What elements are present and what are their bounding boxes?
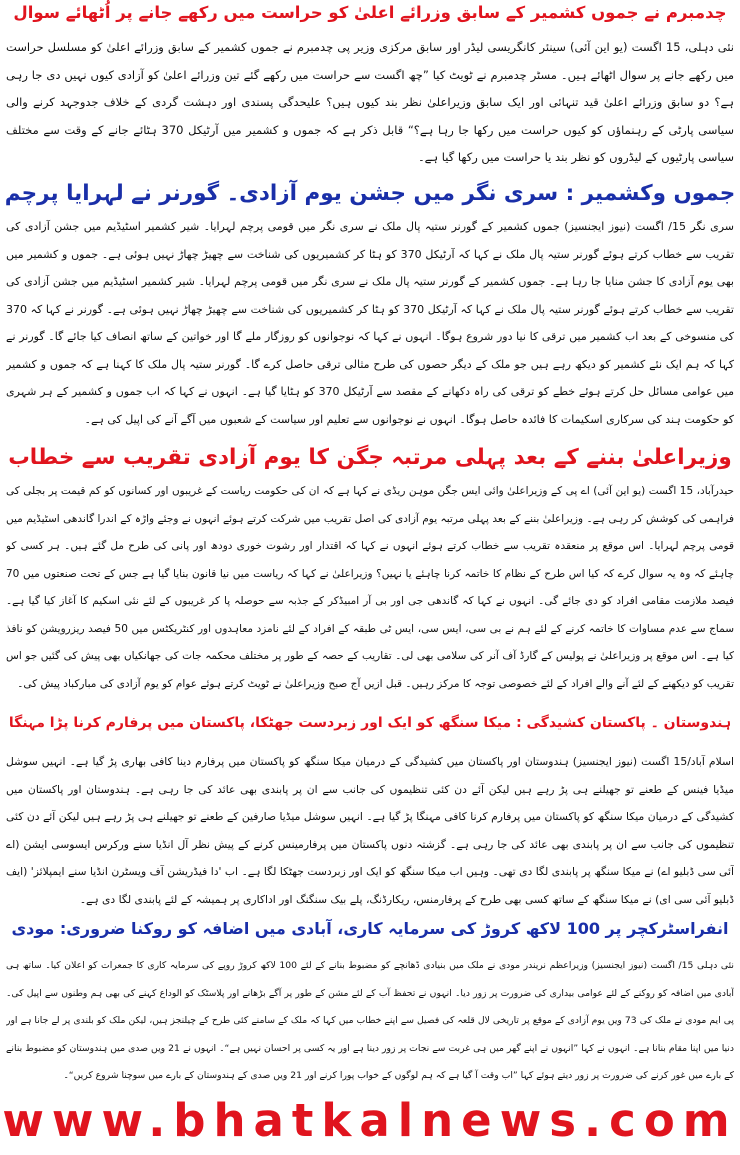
article-body-jagan: حیدرآباد، 15 اگست (یو این آئی) اے پی کے وزیراعلیٰ وائی ایس جگن موہن ریڈی نے کہا ہے کہ ان کی حکومت ریاست کے غریبوں اور کسانوں کو کم قیمت پر بجلی کی فراہمی کی کوشش کر رہی ہے۔ وزیراعلیٰ بننے کے بعد پہلی مرتبہ یوم آزادی کی اصل تقریب میں شرکت کرتے ہوئے انہوں نے وجئے واڑہ کے اندرا گاندھی اسٹیڈیم میں قومی پرچم لہرایا۔ اس موقع پر منعقدہ تقریب سے خطاب کرتے ہوئے انہوں نے کہا کہ اقتدار اور رشوت خوری دودھ اور پانی کی طرح مل گئے ہیں۔ ہر کسی کو چاہئے کہ وہ یہ سوال کرے کہ کیا اس طرح کے نظام کا خاتمہ کرنا چاہئے یا نہیں؟ وزیراعلیٰ نے کہا کہ ریاست میں نیا قانون بنایا گیا ہے جس کے تحت صنعتوں میں 70 فیصد ملازمت مقامی افراد کو دی جائے گی۔ انہوں نے کہا کہ گاندھی جی اور بی آر امبیڈکر کے جذبہ سے حوصلہ پا کر غریبوں کے لئے نئی اسکیم کا آغاز کیا گیا ہے۔ سماج سے عدم مساوات کا خاتمہ کرنے کے لئے ہم نے بی سی، ایس سی، ایس ٹی طبقہ کے افراد کے لئے نامزد معاہدوں اور کنٹریکٹس میں 50 فیصد ریزرویشن کو نافذ کیا ہے۔ اس موقع پر وزیراعلیٰ نے پولیس کے گارڈ آف آنر کی سلامی بھی لی۔ تقاریب کے حصہ کے طور پر مختلف محکمہ جات کی جھانکیاں بھی پیش کی گئیں جو اس تقریب کو دیکھنے کے لئے آنے والے افراد کے لئے خصوصی توجہ کا مرکز رہیں۔ قبل ازیں آج صبح وزیراعلیٰ نے ٹویٹ کرتے ہوئے عوام کو یوم آزادی کی مبارکباد پیش کی۔ xyxy=(6,485,734,690)
headline-modi: انفراسٹرکچر پر 100 لاکھ کروڑ کی سرمایہ کاری، آبادی میں اضافہ کو روکنا ضروری: مودی xyxy=(11,919,729,938)
article-body-mika-singh: اسلام آباد/15 اگست (نیوز ایجنسیز) ہندوستان اور پاکستان میں کشیدگی کے درمیان میکا سنگھ کو پاکستان میں پرفارم دینا کافی بھاری پڑ گیا ہے۔ انہیں سوشل میڈیا فینس کے طعنے تو جھیلنے ہی پڑ رہے ہیں لیکن آئے دن کئی تنظیموں کی جانب سے ان پر پابندی بھی عائد کی جا رہی ہے۔ ہندوستان اور پاکستان میں کشیدگی کے درمیان میکا سنگھ کو پاکستان میں پرفارم کرنا کافی مہنگا پڑ گیا ہے۔ انہیں سوشل میڈیا صارفین کے طعنے تو جھیلنے ہی پڑ رہے ہیں لیکن آئے دن کئی تنظیموں کی جانب سے ان پر پابندی بھی عائد کی جا رہی ہے۔ گزشتہ دنوں پاکستان میں پرفارمینس کرنے کے پیش نظر آل انڈیا سنے ورکرس ایسوسی ایشن (اے آئی سی ڈبلیو اے) نے میکا سنگھ پر پابندی لگا دی تھی۔ وہیں اب میکا سنگھ کو ایک اور زبردست جھٹکا لگا ہے۔ اب 'دا فیڈریشن آف ویسٹرن انڈیا سنے ایمپلائز' (ایف ڈبلیو آئی سی ای) نے میکا سنگھ کے ساتھ کسی بھی طرح کے پرفارمنس، ریکارڈنگ، پلے بیک سنگنگ اور اداکاری پر ہمیشہ کے لئے پابندی لگا دی ہے۔ xyxy=(6,755,734,906)
article-body-srinagar: سری نگر 15/ اگست (نیوز ایجنسیز) جموں کشمیر کے گورنر ستیہ پال ملک نے سری نگر میں قومی پرچم لہرایا۔ شیر کشمیر اسٹیڈیم میں جشن آزادی کی تقریب سے خطاب کرتے ہوئے گورنر ستیہ پال ملک نے کہا کہ آرٹیکل 370 کو ہٹا کر کشمیریوں کی شناخت سے چھیڑ چھاڑ نہیں ہوئی ہے۔ جموں و کشمیر میں بھی یوم آزادی کا جشن منایا جا رہا ہے۔ جموں کشمیر کے گورنر ستیہ پال ملک نے سری نگر میں قومی پرچم لہرایا۔ شیر کشمیر اسٹیڈیم میں جشن آزادی کی تقریب سے خطاب کرتے ہوئے گورنر ستیہ پال ملک نے کہا کہ آرٹیکل 370 کو ہٹا کر کشمیریوں کی شناخت سے چھیڑ چھاڑ نہیں ہوئی ہے۔ گورنر نے کہا کہ 370 کی منسوخی کے بعد اب کشمیر میں ترقی کا نیا دور شروع ہوگا۔ انہوں نے کہا کہ نوجوانوں کو روزگار ملے گا اور خواتین کے ساتھ انصاف کیا جائے گا۔ گورنر نے کہا کہ ہم ایک نئے کشمیر کو دیکھ رہے ہیں جو ملک کے دیگر حصوں کی طرح مثالی ترقی حاصل کرے گا۔ گورنر ستیہ پال ملک کا کہنا ہے کہ جموں و کشمیر میں عوامی مسائل حل کرتے ہوئے خطے کو ترقی کی راہ دکھانے کے مقصد سے آرٹیکل 370 کو ہٹایا گیا ہے۔ انہوں نے کہا کہ اب جموں و کشمیر کے ہر شہری کو حکومت ہند کی سرکاری اسکیمات کا فائدہ حاصل ہوگا۔ انہوں نے نوجوانوں سے تعلیم اور سیاست کے شعبوں میں آگے آنے کی اپیل کی ہے۔ xyxy=(6,220,734,426)
headline-jagan: وزیراعلیٰ بننے کے بعد پہلی مرتبہ جگن کا یوم آزادی تقریب سے خطاب xyxy=(8,445,732,470)
website-footer: www.bhatkalnews.com xyxy=(2,1094,738,1147)
article-body-chidambaram: نئی دہلی، 15 اگست (یو این آئی) سینئر کانگریسی لیڈر اور سابق مرکزی وزیر پی چدمبرم نے جموں کشمیر کے سابق وزرائے اعلیٰ کو مسلسل حراست میں رکھے جانے پر سوال اٹھائے ہیں۔ مسٹر چدمبرم نے ٹویٹ کیا ”چھ اگست سے حراست میں رکھے گئے تین وزرائے اعلیٰ کو آزادی کیوں نہیں دی جا رہی ہے؟ دو سابق وزرائے اعلیٰ قید تنہائی اور ایک سابق وزیراعلیٰ نظر بند کیوں ہیں؟ علیحدگی پسندی اور دہشت گردی کے خلاف جدوجہد کرنے والی سیاسی پارٹی کے رہنماؤں کو کیوں حراست میں رکھا جا رہا ہے؟“ قابل ذکر ہے کہ جموں و کشمیر میں آرٹیکل 370 ہٹائے جانے کے وقت سے مختلف سیاسی پارٹیوں کے لیڈروں کو نظر بند یا حراست میں رکھا گیا ہے۔ xyxy=(6,40,734,164)
headline-srinagar: جموں وکشمیر : سری نگر میں جشن یوم آزادی۔ گورنر نے لہرایا پرچم xyxy=(4,181,736,206)
headline-chidambaram: چدمبرم نے جموں کشمیر کے سابق وزرائے اعلیٰ کو حراست میں رکھے جانے پر اُٹھائے سوال xyxy=(13,3,727,22)
headline-mika-singh: ہندوستان ۔ پاکستان کشیدگی : میکا سنگھ کو ایک اور زبردست جھٹکا، پاکستان میں پرفارم کرنا پڑا مہنگا xyxy=(8,715,732,731)
article-body-modi: نئی دہلی 15/ اگست (نیوز ایجنسیز) وزیراعظم نریندر مودی نے ملک میں بنیادی ڈھانچے کو مضبوط بنانے کے لئے 100 لاکھ کروڑ روپے کی سرمایہ کاری کا جمعرات کو اعلان کیا۔ ساتھ ہی آبادی میں اضافہ کو روکنے کے لئے عوامی بیداری کی ضرورت پر زور دیا۔ انہوں نے تحفظ آب کے لئے مشن کے طور پر آگے بڑھانے اور پلاسٹک کو الوداع کہنے کی بھی ہم وطنوں سے اپیل کی۔ پی ایم مودی نے ملک کی 73 ویں یوم آزادی کے موقع پر تاریخی لال قلعہ کی فصیل سے اپنے خطاب میں کہا کہ ملک کے سامنے کئی طرح کے چیلنجز ہیں، لیکن ملک کو بلندی پر لے جانا ہے اور دنیا میں اپنا مقام بنانا ہے۔ انہوں نے کہا ”انہوں نے اپنے گھر میں ہی غربت سے نجات پر زور دینا ہے اور یہ کسی پر احسان نہیں ہے“۔ انہوں نے 21 ویں صدی میں ہندوستان کو مضبوط بنانے کے بارے میں غور کرنے کی ضرورت پر زور دیتے ہوئے کہا ”اب وقت آ گیا ہے کہ ہم لوگوں کے خواب پورا کرنے اور 21 ویں صدی کے ہندوستان کے بارے میں سوچنا شروع کریں“۔ xyxy=(6,960,734,1081)
